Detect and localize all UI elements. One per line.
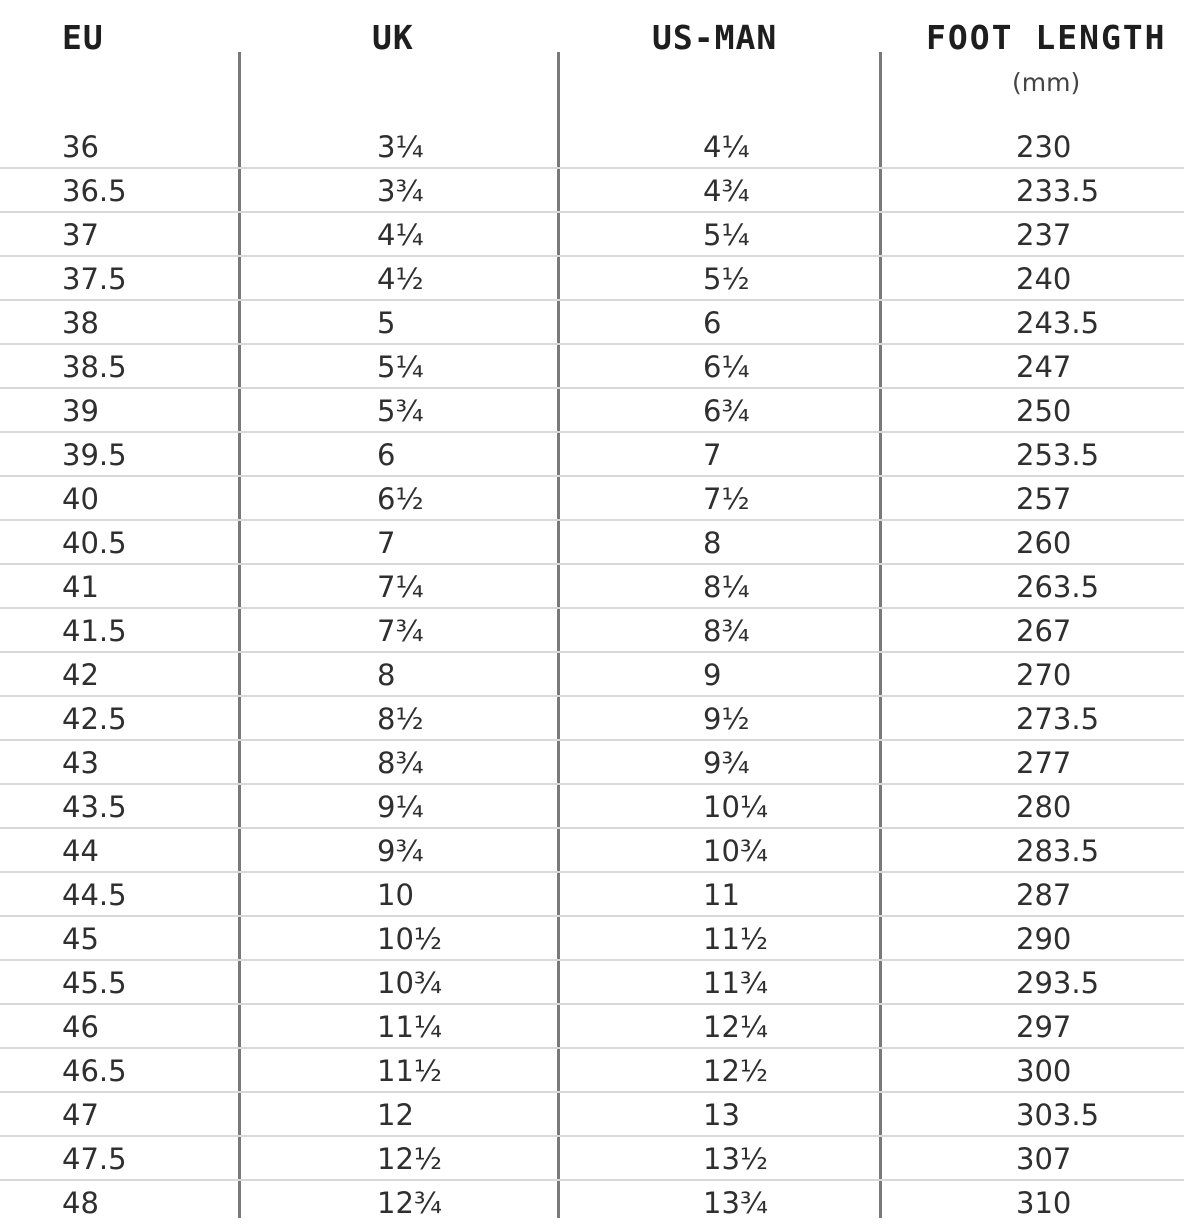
cell-uk: 10 <box>377 878 414 912</box>
cell-uk: 4½ <box>377 262 424 296</box>
cell-foot-length: 233.5 <box>1016 174 1100 208</box>
table-row <box>0 785 1184 829</box>
cell-foot-length: 250 <box>1016 394 1072 428</box>
cell-eu: 48 <box>62 1186 99 1220</box>
cell-us-man: 11½ <box>703 922 769 956</box>
cell-us-man: 9½ <box>703 702 750 736</box>
cell-eu: 47 <box>62 1098 99 1132</box>
cell-uk: 10¾ <box>377 966 443 1000</box>
cell-foot-length: 253.5 <box>1016 438 1100 472</box>
table-row <box>0 521 1184 565</box>
table-body <box>0 125 1184 1225</box>
cell-us-man: 12½ <box>703 1054 769 1088</box>
cell-eu: 39.5 <box>62 438 127 472</box>
cell-us-man: 10¾ <box>703 834 769 868</box>
cell-eu: 37 <box>62 218 99 252</box>
cell-uk: 11½ <box>377 1054 443 1088</box>
cell-eu: 41.5 <box>62 614 127 648</box>
cell-foot-length: 310 <box>1016 1186 1072 1220</box>
cell-foot-length: 230 <box>1016 130 1072 164</box>
cell-us-man: 11 <box>703 878 740 912</box>
cell-uk: 3¾ <box>377 174 424 208</box>
cell-us-man: 8¼ <box>703 570 750 604</box>
cell-us-man: 13¾ <box>703 1186 769 1220</box>
cell-eu: 46.5 <box>62 1054 127 1088</box>
table-row <box>0 917 1184 961</box>
cell-uk: 5 <box>377 306 396 340</box>
cell-uk: 12 <box>377 1098 414 1132</box>
table-row <box>0 301 1184 345</box>
foot-length-unit: (mm) <box>1012 68 1081 97</box>
cell-us-man: 11¾ <box>703 966 769 1000</box>
cell-eu: 36 <box>62 130 99 164</box>
table-row <box>0 345 1184 389</box>
cell-eu: 43 <box>62 746 99 780</box>
cell-uk: 4¼ <box>377 218 424 252</box>
cell-foot-length: 263.5 <box>1016 570 1100 604</box>
cell-eu: 42 <box>62 658 99 692</box>
table-row <box>0 565 1184 609</box>
cell-foot-length: 240 <box>1016 262 1072 296</box>
cell-foot-length: 283.5 <box>1016 834 1100 868</box>
table-row <box>0 433 1184 477</box>
cell-uk: 7¾ <box>377 614 424 648</box>
cell-eu: 44 <box>62 834 99 868</box>
cell-eu: 43.5 <box>62 790 127 824</box>
cell-uk: 9¼ <box>377 790 424 824</box>
table-row <box>0 389 1184 433</box>
table-row <box>0 1005 1184 1049</box>
cell-us-man: 6¼ <box>703 350 750 384</box>
cell-foot-length: 297 <box>1016 1010 1072 1044</box>
cell-eu: 37.5 <box>62 262 127 296</box>
table-row <box>0 257 1184 301</box>
cell-us-man: 5½ <box>703 262 750 296</box>
table-row <box>0 1049 1184 1093</box>
cell-foot-length: 307 <box>1016 1142 1072 1176</box>
table-row <box>0 1137 1184 1181</box>
cell-foot-length: 237 <box>1016 218 1072 252</box>
cell-uk: 5¼ <box>377 350 424 384</box>
table-row <box>0 697 1184 741</box>
table-row <box>0 829 1184 873</box>
cell-foot-length: 243.5 <box>1016 306 1100 340</box>
cell-us-man: 7½ <box>703 482 750 516</box>
table-row <box>0 653 1184 697</box>
cell-us-man: 5¼ <box>703 218 750 252</box>
table-row <box>0 213 1184 257</box>
cell-us-man: 4¾ <box>703 174 750 208</box>
cell-foot-length: 260 <box>1016 526 1072 560</box>
cell-foot-length: 300 <box>1016 1054 1072 1088</box>
cell-uk: 12½ <box>377 1142 443 1176</box>
table-row <box>0 609 1184 653</box>
cell-uk: 8½ <box>377 702 424 736</box>
cell-us-man: 6 <box>703 306 722 340</box>
cell-uk: 9¾ <box>377 834 424 868</box>
cell-eu: 38 <box>62 306 99 340</box>
column-header-uk: UK <box>372 18 414 57</box>
table-row <box>0 1093 1184 1137</box>
cell-us-man: 13 <box>703 1098 740 1132</box>
cell-eu: 39 <box>62 394 99 428</box>
cell-eu: 40 <box>62 482 99 516</box>
table-row <box>0 961 1184 1005</box>
cell-uk: 11¼ <box>377 1010 443 1044</box>
cell-eu: 46 <box>62 1010 99 1044</box>
cell-uk: 3¼ <box>377 130 424 164</box>
cell-eu: 41 <box>62 570 99 604</box>
cell-uk: 5¾ <box>377 394 424 428</box>
table-row <box>0 169 1184 213</box>
cell-eu: 42.5 <box>62 702 127 736</box>
column-header-eu: EU <box>62 18 104 57</box>
cell-foot-length: 267 <box>1016 614 1072 648</box>
cell-us-man: 7 <box>703 438 722 472</box>
cell-foot-length: 257 <box>1016 482 1072 516</box>
cell-eu: 45 <box>62 922 99 956</box>
column-header-us-man: US-MAN <box>652 18 778 57</box>
cell-foot-length: 270 <box>1016 658 1072 692</box>
cell-us-man: 8 <box>703 526 722 560</box>
cell-eu: 38.5 <box>62 350 127 384</box>
table-row <box>0 125 1184 169</box>
cell-eu: 45.5 <box>62 966 127 1000</box>
table-row <box>0 741 1184 785</box>
cell-foot-length: 247 <box>1016 350 1072 384</box>
cell-us-man: 13½ <box>703 1142 769 1176</box>
cell-eu: 40.5 <box>62 526 127 560</box>
cell-foot-length: 277 <box>1016 746 1072 780</box>
cell-foot-length: 293.5 <box>1016 966 1100 1000</box>
cell-uk: 10½ <box>377 922 443 956</box>
cell-foot-length: 273.5 <box>1016 702 1100 736</box>
cell-us-man: 4¼ <box>703 130 750 164</box>
cell-us-man: 9 <box>703 658 722 692</box>
cell-uk: 8¾ <box>377 746 424 780</box>
table-row <box>0 477 1184 521</box>
cell-eu: 36.5 <box>62 174 127 208</box>
cell-us-man: 6¾ <box>703 394 750 428</box>
cell-uk: 12¾ <box>377 1186 443 1220</box>
cell-us-man: 9¾ <box>703 746 750 780</box>
table-row <box>0 873 1184 917</box>
cell-uk: 6 <box>377 438 396 472</box>
cell-foot-length: 290 <box>1016 922 1072 956</box>
cell-foot-length: 280 <box>1016 790 1072 824</box>
column-header-foot-length: FOOT LENGTH <box>926 18 1167 57</box>
table-row <box>0 1181 1184 1225</box>
cell-uk: 6½ <box>377 482 424 516</box>
cell-us-man: 8¾ <box>703 614 750 648</box>
cell-eu: 47.5 <box>62 1142 127 1176</box>
cell-uk: 7 <box>377 526 396 560</box>
cell-us-man: 12¼ <box>703 1010 769 1044</box>
cell-foot-length: 287 <box>1016 878 1072 912</box>
cell-uk: 7¼ <box>377 570 424 604</box>
cell-us-man: 10¼ <box>703 790 769 824</box>
cell-eu: 44.5 <box>62 878 127 912</box>
cell-foot-length: 303.5 <box>1016 1098 1100 1132</box>
cell-uk: 8 <box>377 658 396 692</box>
